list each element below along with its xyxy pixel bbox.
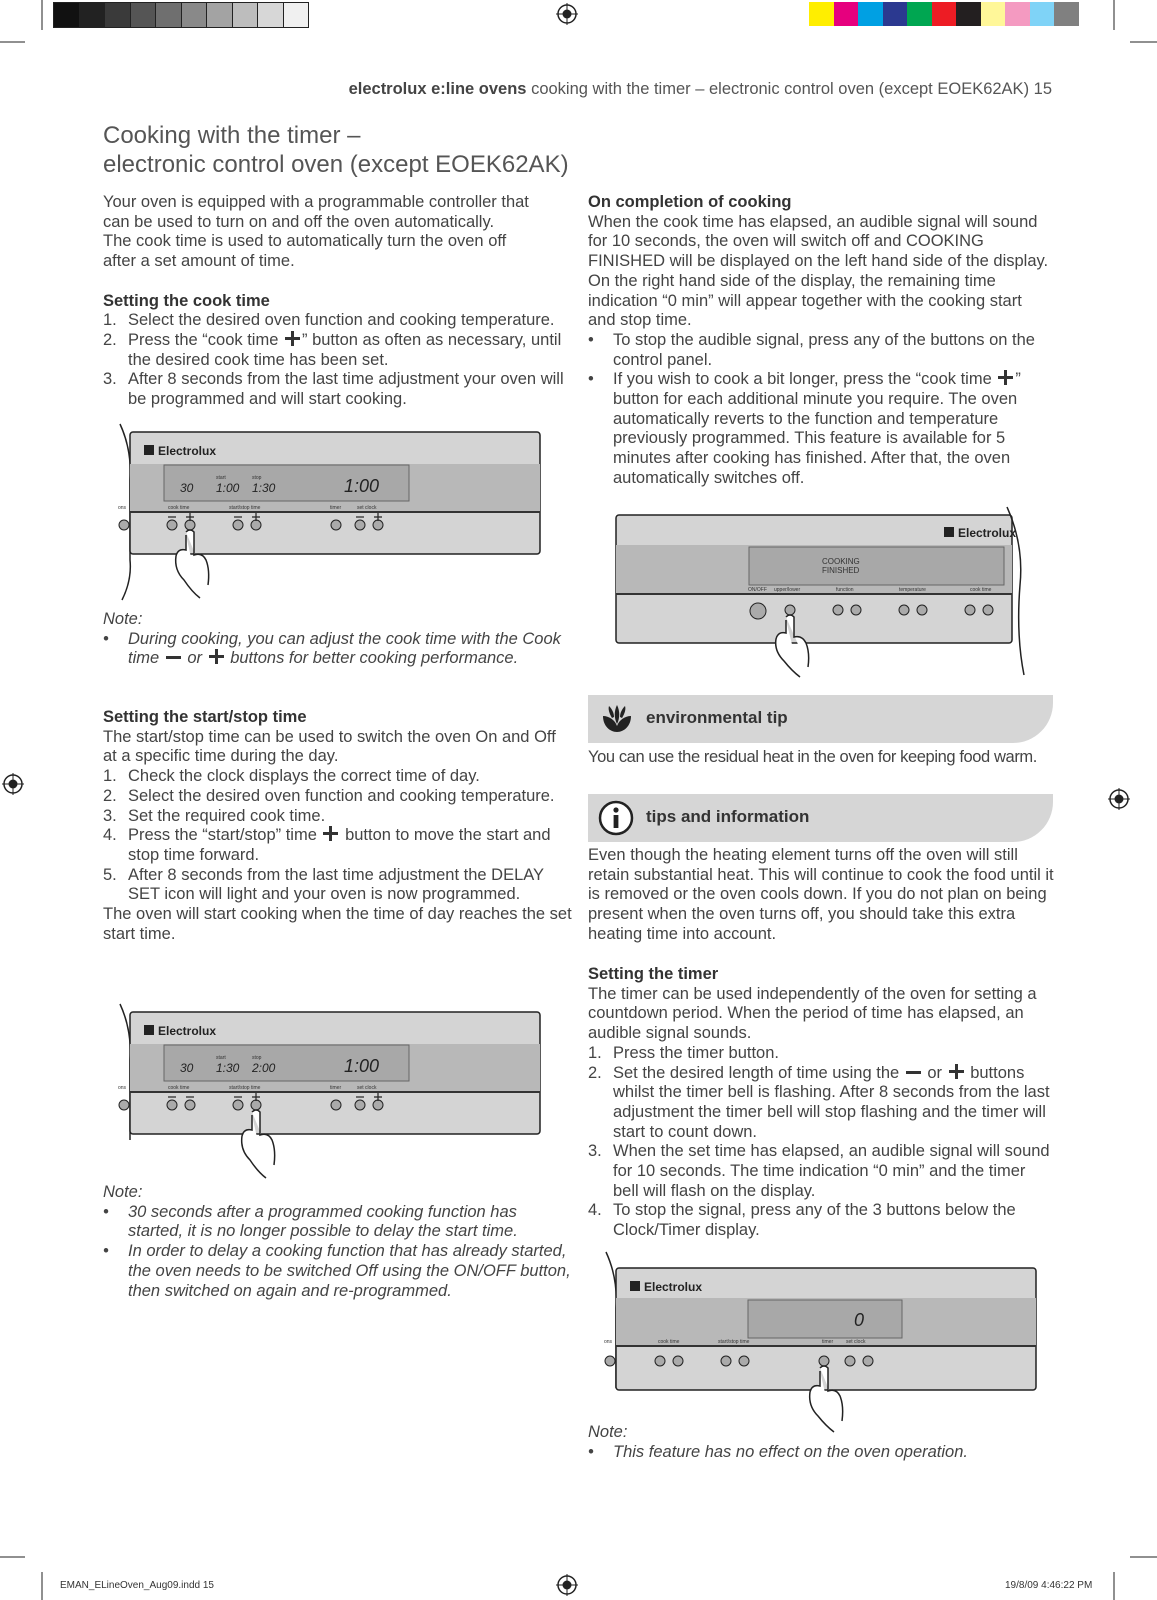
list-item: 1. Check the clock displays the correct time of day.	[103, 767, 480, 786]
left-column	[103, 193, 573, 410]
svg-text:ons: ons	[118, 1085, 127, 1091]
header-text: cooking with the timer – electronic control oven (except EOEK62AK) 15	[526, 80, 1052, 98]
svg-text:1:30: 1:30	[216, 1061, 240, 1075]
svg-text:start/stop time: start/stop time	[718, 1339, 750, 1345]
leaf-icon	[600, 702, 634, 736]
list-item: • To stop the audible signal, press any of the buttons on the control panel.	[588, 330, 1035, 369]
list-item: 3. When the set time has elapsed, an audible signal will sound for 10 seconds. The time indication “0 min” and the timer bell will flash on the display.	[588, 1142, 1050, 1200]
svg-text:temperature: temperature	[899, 587, 926, 593]
svg-text:1:00: 1:00	[216, 481, 240, 495]
list-item: • During cooking, you can adjust the cook time with the Cook time or buttons for better cooking performance.	[103, 629, 561, 668]
footer-date: 19/8/09 4:46:22 PM	[1005, 1580, 1093, 1591]
environmental-tip-text: You can use the residual heat in the oven for keeping food warm.	[588, 748, 1037, 766]
plus-icon	[323, 826, 338, 841]
list-item: 4. To stop the signal, press any of the 3 buttons below the Clock/Timer display.	[588, 1201, 1016, 1240]
start-stop-section: Setting the start/stop time The start/stop time can be used to switch the oven On and Off at a specific time during the day. 1. Check the clock displays the correct time of day. 2. Select the desired oven function and cooking temperature. 3. Set the required cook time. 4. Press the “start/stop” time button to move the start and stop time forward. 5. After 8 seconds from the last time adjustment the DELAY SET icon will light and your oven is now programmed. The oven will start cooking when the time of day reaches the set start time.	[103, 708, 572, 943]
plus-icon	[949, 1064, 964, 1079]
list-item: • In order to delay a cooking function that has already started, the oven needs to be switched Off using the ON/OFF button, then switched on again and re-programmed.	[103, 1242, 571, 1300]
svg-text:set clock: set clock	[357, 505, 377, 511]
svg-text:start: start	[216, 475, 226, 481]
list-item: • If you wish to cook a bit longer, press the “cook time ” button for each additional minute you require. The oven automatically reverts to the function and temperature previously programmed. This feature is available for 5 minutes after cooking has finished. After that, the oven automatically switches off.	[588, 370, 1021, 487]
svg-text:timer: timer	[822, 1339, 834, 1345]
svg-text:cook time: cook time	[970, 587, 992, 593]
list-item: 2. Set the desired length of time using the or buttons whilst the timer bell is flashing. After 8 seconds from the last adjustment the timer bell will stop flashing and the timer will start to count down.	[588, 1063, 1050, 1141]
note-3: Note: • This feature has no effect on the oven operation.	[588, 1423, 1053, 1462]
svg-text:timer: timer	[330, 505, 342, 511]
svg-text:ons: ons	[118, 505, 127, 511]
svg-text:2:00: 2:00	[252, 1061, 276, 1075]
cook-time-steps	[103, 311, 573, 410]
list-item: 2. Select the desired oven function and cooking temperature.	[103, 786, 555, 805]
footer-file: EMAN_ELineOven_Aug09.indd 15	[60, 1580, 214, 1591]
note-2: Note: • 30 seconds after a programmed cooking function has started, it is no longer possible to delay the start time. • In order to delay a cooking function that has already started, the oven needs to be switched Off using the ON/OFF button, then switched on again and re-programmed.	[103, 1183, 573, 1301]
svg-text:function: function	[836, 587, 854, 593]
svg-text:start: start	[216, 1055, 226, 1061]
svg-text:set clock: set clock	[846, 1339, 866, 1345]
list-item: 2. Press the “cook time ” button as often as necessary, until the desired cook time has been set.	[103, 330, 562, 369]
header-brand: electrolux e:line ovens	[348, 80, 527, 98]
list-item: 5. After 8 seconds from the last time adjustment the DELAY SET icon will light and your oven is now programmed.	[103, 865, 544, 904]
note-1: Note: • During cooking, you can adjust the cook time with the Cook time or buttons for better cooking performance.	[103, 610, 573, 669]
list-item: 4. Press the “start/stop” time button to move the start and stop time forward.	[103, 826, 551, 864]
environmental-tip-title: environmental tip	[646, 708, 788, 727]
svg-text:cook time: cook time	[168, 1085, 190, 1091]
list-item: • This feature has no effect on the oven operation.	[588, 1442, 968, 1461]
running-header	[349, 80, 1052, 99]
list-item: 1. Press the timer button.	[588, 1043, 779, 1062]
list-item: 3. Set the required cook time.	[103, 806, 326, 825]
svg-text:1:30: 1:30	[252, 481, 276, 495]
svg-text:cook time: cook time	[168, 505, 190, 511]
list-item: • 30 seconds after a programmed cooking function has started, it is no longer possible to delay the start time.	[103, 1202, 518, 1241]
panel-brand: Electrolux	[158, 444, 217, 458]
intro: Your oven is equipped with a programmable controller that can be used to turn on and off the oven automatically. The cook time is used to automatically turn the oven off after a set amount of time.	[103, 193, 529, 271]
svg-text:0: 0	[854, 1310, 865, 1330]
page-title: Cooking with the timer – electronic control oven (except EOEK62AK)	[103, 122, 569, 178]
minus-icon	[166, 656, 181, 659]
cook-time-heading: Setting the cook time	[103, 291, 270, 310]
svg-text:stop: stop	[252, 475, 262, 481]
svg-text:1:00: 1:00	[344, 1056, 380, 1076]
minus-icon	[906, 1071, 921, 1074]
svg-text:stop: stop	[252, 1055, 262, 1061]
svg-text:Electrolux: Electrolux	[644, 1280, 703, 1294]
plus-icon	[998, 370, 1013, 385]
control-panel-diagram-2	[112, 1000, 558, 1185]
timer-section: Setting the timer The timer can be used independently of the oven for setting a countdown period. When the period of time has elapsed, an audible signal sounds. 1. Press the timer button. 2. Set the desired length of time using the or buttons whilst the timer bell is flashing. After 8 seconds from the last adjustment the timer bell will stop flashing and the timer will start to count down. 3. When the set time has elapsed, an audible signal will sound for 10 seconds. The time indication “0 min” and the timer bell will flash on the display. 4. To stop the signal, press any of the 3 buttons below the Clock/Timer display.	[588, 965, 1053, 1241]
tips-info-text: Even though the heating element turns off the oven will still retain substantial heat. This will continue to cook the food until it is removed or the oven cools down. If you do not plan on being present when the oven turns off, you should take this extra heating time into account.	[588, 846, 1054, 943]
list-item: 3. After 8 seconds from the last time adjustment your oven will be programmed and will start cooking.	[103, 370, 564, 409]
svg-text:30: 30	[180, 481, 194, 495]
svg-text:COOKING: COOKING	[822, 557, 860, 566]
tips-info-title: tips and information	[646, 807, 810, 826]
info-icon	[598, 800, 634, 836]
completion-section: On completion of cooking When the cook time has elapsed, an audible signal will sound for 10 seconds, the oven will switch off and COOKING FINISHED will be displayed on the left hand side of the display. On the right hand side of the display, the remaining time indication “0 min” will appear together with the cooking start and stop time. • To stop the audible signal, press any of the buttons on the control panel. • If you wish to cook a bit longer, press the “cook time ” button for each additional minute you require. The oven automatically reverts to the function and temperature previously programmed. This feature is available for 5 minutes after cooking has finished. After that, the oven automatically switches off.	[588, 193, 1053, 489]
plus-icon	[209, 649, 224, 664]
list-item: 1. Select the desired oven function and cooking temperature.	[103, 311, 555, 330]
svg-text:ons: ons	[604, 1339, 613, 1345]
svg-text:start/stop time: start/stop time	[229, 1085, 261, 1091]
plus-icon	[285, 331, 300, 346]
svg-text:30: 30	[180, 1061, 194, 1075]
control-panel-diagram-4	[598, 1248, 1044, 1433]
svg-text:set clock: set clock	[357, 1085, 377, 1091]
svg-text:FINISHED: FINISHED	[822, 566, 860, 575]
svg-text:start/stop time: start/stop time	[229, 505, 261, 511]
control-panel-diagram-3	[612, 505, 1032, 680]
svg-text:Electrolux: Electrolux	[158, 1024, 217, 1038]
svg-text:1:00: 1:00	[344, 476, 380, 496]
svg-text:ON/OFF: ON/OFF	[748, 587, 767, 593]
control-panel-diagram-1	[112, 420, 558, 605]
svg-text:upper/lower: upper/lower	[774, 587, 801, 593]
svg-text:Electrolux: Electrolux	[958, 526, 1017, 540]
svg-text:timer: timer	[330, 1085, 342, 1091]
svg-text:cook time: cook time	[658, 1339, 680, 1345]
